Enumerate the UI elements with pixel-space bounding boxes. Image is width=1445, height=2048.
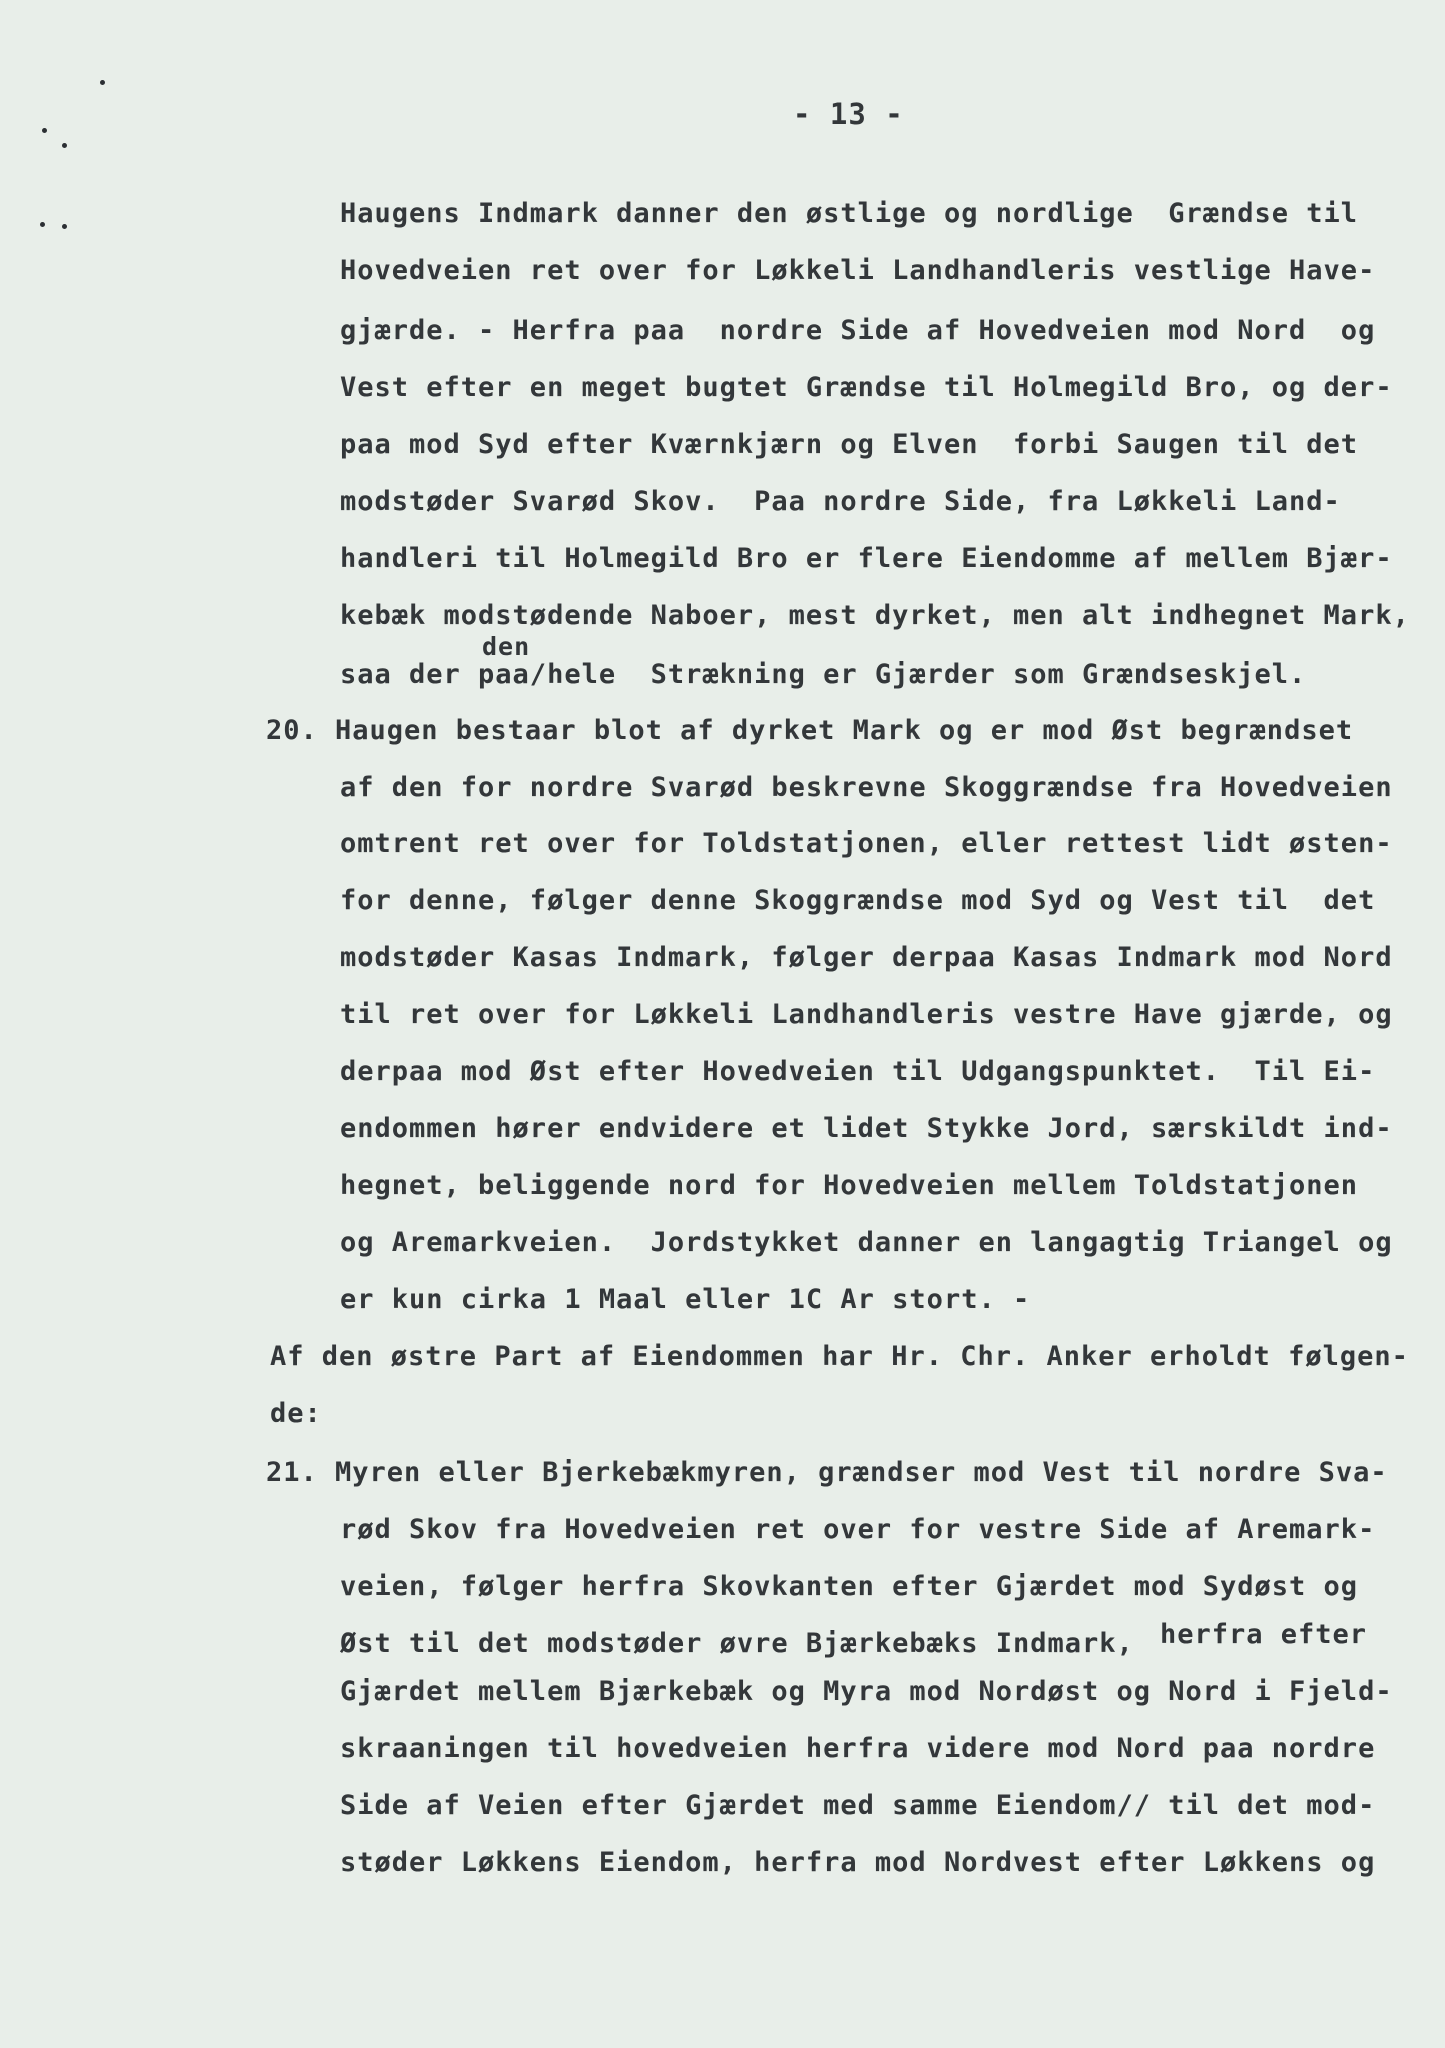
text-line: støder Løkkens Eiendom, herfra mod Nordvest efter Løkkens og — [340, 1847, 1376, 1878]
page-number: - 13 - — [793, 97, 904, 131]
text-line: modstøder Kasas Indmark, følger derpaa Kasas Indmark mod Nord — [340, 942, 1393, 973]
text-line: handleri til Holmegild Bro er flere Eiendomme af mellem Bjær- — [340, 543, 1393, 574]
text-line: Vest efter en meget bugtet Grændse til Holmegild Bro, og der- — [340, 372, 1393, 403]
margin-dot — [42, 128, 47, 133]
text-line: saa der paa/hele Strækning er Gjærder som Grændseskjel. — [340, 659, 1307, 690]
text-line: derpaa mod Øst efter Hovedveien til Udgangspunktet. Til Ei- — [340, 1056, 1376, 1087]
text-line: er kun cirka 1 Maal eller 1C Ar stort. - — [340, 1284, 1031, 1315]
text-line: veien, følger herfra Skovkanten efter Gjærdet mod Sydøst og — [340, 1571, 1359, 1602]
text-line: gjærde. - Herfra paa nordre Side af Hovedveien mod Nord og — [340, 315, 1376, 346]
text-line: Gjærdet mellem Bjærkebæk og Myra mod Nordøst og Nord i Fjeld- — [340, 1676, 1393, 1707]
text-line: modstøder Svarød Skov. Paa nordre Side, fra Løkkeli Land- — [340, 486, 1341, 517]
text-line: Øst til det modstøder øvre Bjærkebæks Indmark, — [340, 1628, 1134, 1659]
margin-dot — [62, 224, 67, 229]
text-line: Hovedveien ret over for Løkkeli Landhandleris vestlige Have- — [340, 255, 1376, 286]
text-line: for denne, følger denne Skoggrændse mod Syd og Vest til det — [340, 885, 1376, 916]
text-line: de: — [270, 1398, 322, 1429]
text-line: paa mod Syd efter Kværnkjærn og Elven forbi Saugen til det — [340, 429, 1359, 460]
text-line: rød Skov fra Hovedveien ret over for vestre Side af Aremark- — [340, 1514, 1376, 1545]
text-line: 20. Haugen bestaar blot af dyrket Mark og er mod Øst begrændset — [266, 715, 1354, 746]
margin-dot — [100, 80, 105, 85]
text-line: endommen hører endvidere et lidet Stykke Jord, særskildt ind- — [340, 1113, 1393, 1144]
text-line: kebæk modstødende Naboer, mest dyrket, men alt indhegnet Mark, — [340, 600, 1410, 631]
text-line: omtrent ret over for Toldstatjonen, eller rettest lidt østen- — [340, 828, 1393, 859]
text-line: af den for nordre Svarød beskrevne Skoggrændse fra Hovedveien — [340, 772, 1393, 803]
text-line: Haugens Indmark danner den østlige og nordlige Grændse til — [340, 198, 1359, 229]
text-line: hegnet, beliggende nord for Hovedveien mellem Toldstatjonen — [340, 1170, 1359, 1201]
margin-dot — [62, 143, 67, 148]
text-line: herfra efter — [1160, 1619, 1368, 1650]
interlinear-insertion: den — [482, 632, 531, 661]
text-line: Side af Veien efter Gjærdet med samme Eiendom// til det mod- — [340, 1790, 1376, 1821]
text-line: Af den østre Part af Eiendommen har Hr. Chr. Anker erholdt følgen- — [270, 1341, 1409, 1372]
text-line: 21. Myren eller Bjerkebækmyren, grændser mod Vest til nordre Sva- — [266, 1457, 1388, 1488]
text-line: til ret over for Løkkeli Landhandleris vestre Have gjærde, og — [340, 999, 1393, 1030]
text-line: og Aremarkveien. Jordstykket danner en langagtig Triangel og — [340, 1227, 1393, 1258]
margin-dot — [40, 222, 45, 227]
text-line: skraaningen til hovedveien herfra videre mod Nord paa nordre — [340, 1733, 1376, 1764]
